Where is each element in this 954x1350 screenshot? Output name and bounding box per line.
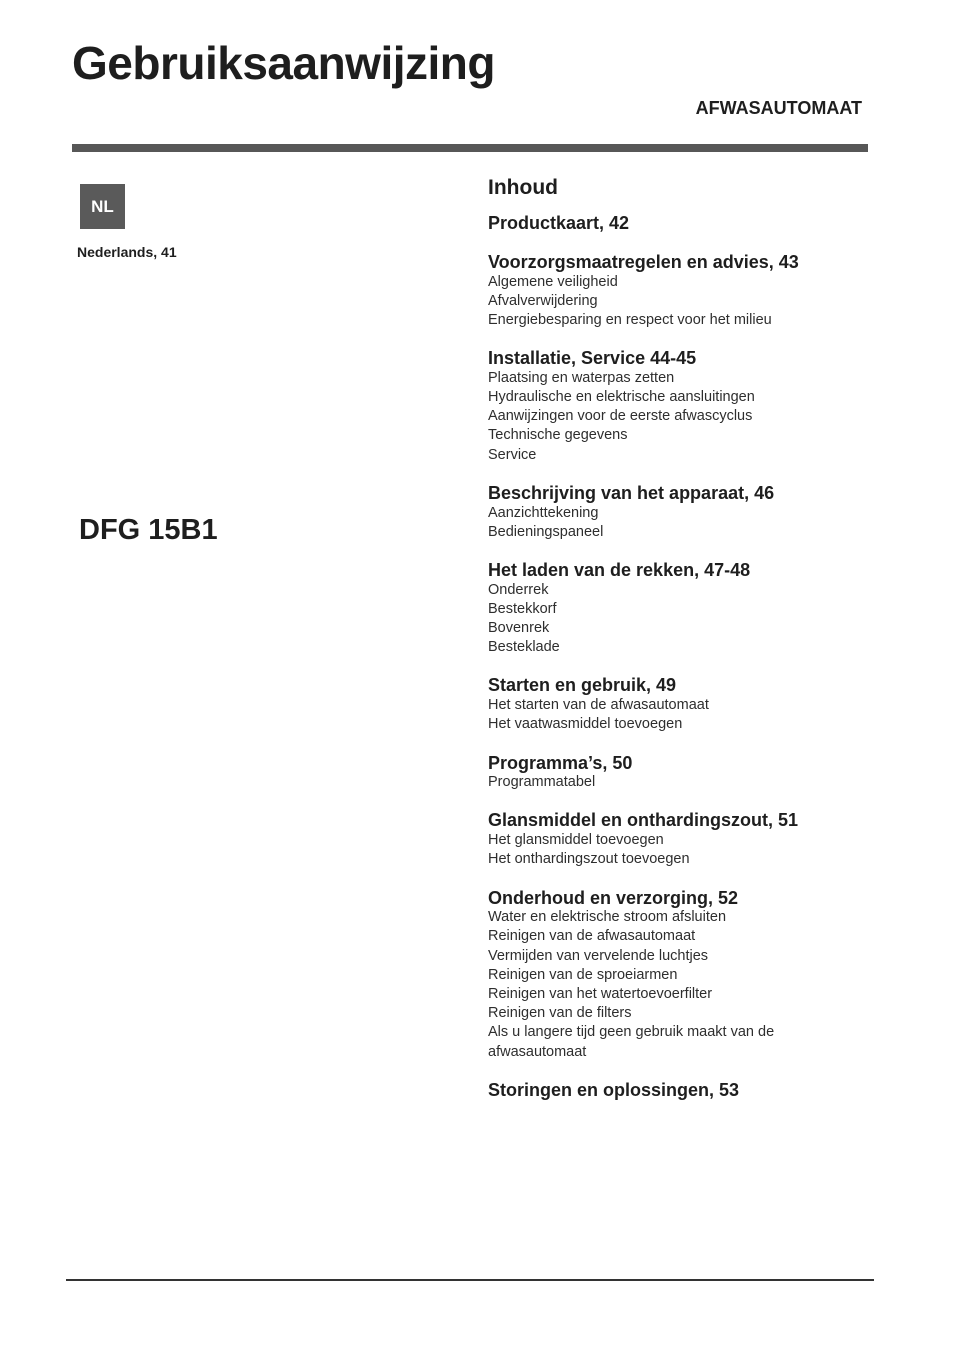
toc-section-title: Storingen en oplossingen, 53	[488, 1079, 740, 1100]
toc-subitem: Hydraulische en elektrische aansluitingen	[488, 389, 755, 406]
toc-section-title: Beschrijving van het apparaat, 46	[488, 482, 775, 503]
toc-subitem: Technische gegevens	[488, 427, 628, 444]
toc-subitem: Reinigen van de sproeiarmen	[488, 966, 678, 983]
toc-subitem: Vermijden van vervelende luchtjes	[488, 947, 709, 964]
toc-subitem: Reinigen van de afwasautomaat	[488, 928, 696, 945]
toc-section	[488, 753, 868, 793]
toc-subitem: Het onthardingszout toevoegen	[488, 851, 690, 868]
toc-subitem: Energiebesparing en respect voor het milieu	[488, 311, 772, 328]
toc-section	[488, 483, 868, 542]
toc-section	[488, 810, 868, 869]
toc-subitem: Reinigen van de filters	[488, 1005, 632, 1022]
page-title: Gebruiksaanwijzing	[72, 37, 495, 89]
toc-subitem: Bovenrek	[488, 620, 550, 637]
toc-subitem: Het glansmiddel toevoegen	[488, 832, 664, 849]
language-badge: NL	[80, 184, 125, 229]
toc-section	[488, 1080, 868, 1101]
toc-subitem: Het vaatwasmiddel toevoegen	[488, 716, 683, 733]
toc-subitem: afwasautomaat	[488, 1043, 587, 1060]
toc-subitem: Afvalverwijdering	[488, 292, 598, 309]
toc-subitem: Onderrek	[488, 581, 549, 598]
toc-section	[488, 675, 868, 734]
footer-divider	[66, 1279, 874, 1281]
toc-subitem: Aanzichttekening	[488, 504, 599, 521]
toc-section-title: Starten en gebruik, 49	[488, 675, 677, 696]
toc-section	[488, 213, 868, 234]
toc-section	[488, 252, 868, 330]
header-divider	[72, 144, 868, 152]
toc-section-title: Voorzorgsmaatregelen en advies, 43	[488, 251, 799, 272]
language-entry: Nederlands, 41	[77, 244, 177, 260]
toc-sections	[488, 213, 868, 1100]
toc-subitem: Bestekkorf	[488, 600, 557, 617]
model-number: DFG 15B1	[79, 514, 218, 546]
toc-subitem: Besteklade	[488, 639, 560, 656]
toc-subitem: Programmatabel	[488, 774, 596, 791]
toc-section-title: Glansmiddel en onthardingszout, 51	[488, 810, 799, 831]
toc-subitem: Als u langere tijd geen gebruik maakt van de	[488, 1024, 775, 1041]
toc-section-title: Installatie, Service 44-45	[488, 348, 697, 369]
toc-subitem: Algemene veiligheid	[488, 273, 618, 290]
product-type: AFWASAUTOMAAT	[695, 98, 862, 118]
toc-section	[488, 348, 868, 465]
toc-section-title: Programma’s, 50	[488, 752, 633, 773]
toc-section-title: Onderhoud en verzorging, 52	[488, 887, 739, 908]
toc-subitem: Plaatsing en waterpas zetten	[488, 369, 675, 386]
toc-subitem: Het starten van de afwasautomaat	[488, 697, 709, 714]
toc-section	[488, 560, 868, 658]
toc-subitem: Bedieningspaneel	[488, 523, 604, 540]
toc-section-title: Het laden van de rekken, 47-48	[488, 559, 751, 580]
table-of-contents	[488, 175, 868, 1119]
toc-section-title: Productkaart, 42	[488, 213, 630, 234]
toc-section	[488, 888, 868, 1062]
toc-subitem: Service	[488, 446, 537, 463]
toc-subitem: Reinigen van het watertoevoerfilter	[488, 986, 713, 1003]
toc-subitem: Water en elektrische stroom afsluiten	[488, 909, 727, 926]
toc-heading: Inhoud	[488, 176, 558, 199]
toc-subitem: Aanwijzingen voor de eerste afwascyclus	[488, 408, 753, 425]
